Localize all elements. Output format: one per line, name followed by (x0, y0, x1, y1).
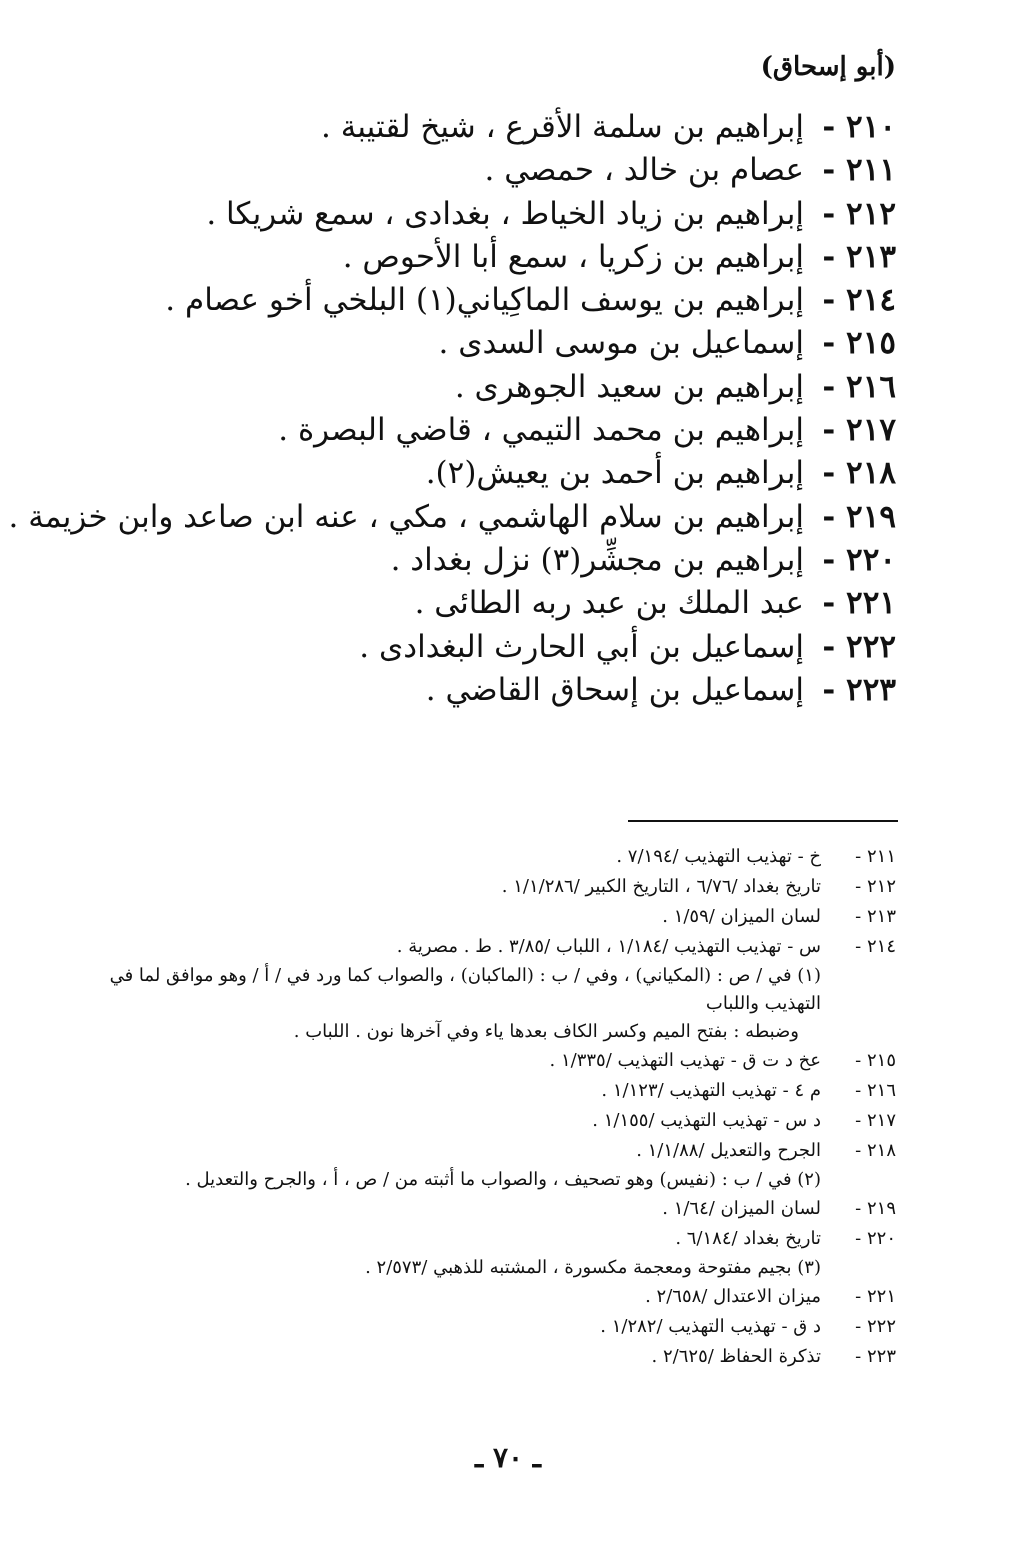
footnote-number (821, 1166, 896, 1194)
footnote-text: س - تهذيب التهذيب /١/١٨٤ ، اللباب /٣/٨٥ . ط . مصرية . (396, 936, 821, 957)
footnote-source-row (96, 1282, 896, 1312)
entry-row (8, 496, 896, 539)
footnote-source-row (96, 932, 896, 962)
entry-text: إسماعيل بن إسحاق القاضي . (425, 671, 804, 708)
entry-number: ٢١٢ - (822, 195, 896, 232)
entry-row (36, 193, 896, 236)
footnote-text: خ - تهذيب التهذيب /٧/١٩٤ . (616, 846, 821, 867)
footnote-source-row (96, 1194, 896, 1224)
entry-text: إبراهيم بن أحمد بن يعيش(٢). (425, 455, 804, 492)
entry-number: ٢٢٢ - (822, 628, 896, 665)
entry-text: إسماعيل بن موسى السدى . (438, 325, 804, 362)
footnote-source-row (96, 1342, 896, 1372)
footnote-text: عخ د ت ق - تهذيب التهذيب /١/٣٣٥ . (549, 1050, 821, 1071)
footnote-note-row (96, 1166, 896, 1194)
footnote-source-row (96, 842, 896, 872)
footnote-number: ٢١٥ - (855, 1050, 896, 1071)
footnote-text: لسان الميزان /١/٥٩ . (662, 906, 821, 927)
footnote-note-row (96, 962, 896, 1018)
entry-row (36, 149, 896, 192)
footnote-number: ٢١٨ - (855, 1140, 896, 1161)
footnote-number: ٢١٦ - (855, 1080, 896, 1101)
page-header: (أبو إسحاق) (760, 52, 896, 82)
footnote-number: ٢١٩ - (855, 1198, 896, 1219)
entry-text: إبراهيم بن سعيد الجوهرى . (454, 368, 804, 405)
entry-number: ٢١٠ - (822, 109, 896, 145)
entry-number: ٢١٣ - (822, 238, 896, 275)
entry-text: عبد الملك بن عبد ربه الطائى . (414, 585, 804, 622)
entry-number: ٢٢٠ - (822, 541, 896, 578)
entry-text: إبراهيم بن يوسف الماكِياني(١) البلخي أخو عصام . (165, 282, 804, 319)
footnote-number: ٢٢٣ - (855, 1346, 896, 1367)
footnote-source-row (96, 1312, 896, 1342)
footnote-text: لسان الميزان /١/٦٤ . (662, 1198, 821, 1219)
entry-row (36, 409, 896, 452)
footnote-text: وضبطه : بفتح الميم وكسر الكاف بعدها ياء وفي آخرها نون . اللباب . (293, 1021, 799, 1042)
entry-number: ٢١٦ - (822, 368, 896, 405)
page-number: ـ ٧٠ ـ (475, 1441, 541, 1474)
entry-number: ٢٢١ - (822, 585, 896, 622)
entry-number: ٢١٩ - (822, 498, 896, 535)
entry-row (36, 582, 896, 625)
entry-row (36, 106, 896, 149)
footnote-source-row (96, 1224, 896, 1254)
footnote-separator (628, 820, 898, 822)
footnote-number: ٢٢٠ - (855, 1228, 896, 1249)
footnote-text: د ق - تهذيب التهذيب /١/٢٨٢ . (600, 1316, 821, 1337)
footnote-text: الجرح والتعديل /١/١/٨٨ . (636, 1140, 821, 1161)
entry-row (36, 626, 896, 669)
footnote-number (821, 962, 896, 1018)
footnote-text: (١) في / ص : (المكياني) ، وفي / ب : (الماكبان) ، والصواب كما ورد في / أ / وهو موافق لما في التهذيب واللباب (109, 965, 821, 1014)
footnote-source-row (96, 872, 896, 902)
footnote-text: (٢) في / ب : (نفيس) وهو تصحيف ، والصواب ما أثبته من / ص ، أ ، والجرح والتعديل . (185, 1169, 821, 1190)
footnote-number: ٢١٧ - (855, 1110, 896, 1131)
entry-text: عصام بن خالد ، حمصي . (484, 152, 804, 189)
entry-number: ٢٢٣ - (822, 671, 896, 708)
entry-text: إبراهيم بن سلمة الأقرع ، شيخ لقتيبة . (321, 109, 804, 145)
footnote-source-row (96, 902, 896, 932)
entry-row (36, 279, 896, 322)
footnote-number (821, 1018, 896, 1046)
footnote-number (821, 1254, 896, 1282)
footnote-number: ٢١٤ - (855, 936, 896, 957)
entry-number: ٢١٤ - (822, 282, 896, 319)
footnote-note-row (96, 1018, 896, 1046)
footnote-number: ٢١٣ - (855, 906, 896, 927)
footnote-text: د س - تهذيب التهذيب /١/١٥٥ . (592, 1110, 821, 1131)
entry-text: إبراهيم بن سلام الهاشمي ، مكي ، عنه ابن صاعد وابن خزيمة . (8, 498, 804, 535)
entry-row (36, 366, 896, 409)
entry-text: إبراهيم بن زكريا ، سمع أبا الأحوص . (342, 238, 804, 275)
entry-text: إسماعيل بن أبي الحارث البغدادى . (359, 628, 804, 665)
footnote-text: تاريخ بغداد /٦/١٨٤ . (675, 1228, 821, 1249)
footnote-source-row (96, 1076, 896, 1106)
footnote-number: ٢١١ - (855, 846, 896, 867)
entry-row (36, 669, 896, 712)
entry-number: ٢١٧ - (822, 412, 896, 449)
footnote-number: ٢٢١ - (855, 1286, 896, 1307)
entry-text: إبراهيم بن محمد التيمي ، قاضي البصرة . (278, 412, 804, 449)
footnote-source-row (96, 1046, 896, 1076)
entry-number: ٢١٨ - (822, 455, 896, 492)
footnote-source-row (96, 1136, 896, 1166)
footnote-number: ٢٢٢ - (855, 1316, 896, 1337)
entry-row (36, 452, 896, 495)
footnote-note-row (96, 1254, 896, 1282)
entry-row (36, 322, 896, 365)
footnote-number: ٢١٢ - (855, 876, 896, 897)
entry-text: إبراهيم بن مجشِّر(٣) نزل بغداد . (390, 541, 804, 578)
footnote-text: (٣) بجيم مفتوحة ومعجمة مكسورة ، المشتبه للذهبي /٢/٥٧٣ . (365, 1257, 821, 1278)
footnotes-section (96, 842, 896, 1372)
entry-number: ٢١١ - (822, 152, 896, 189)
footnote-text: تاريخ بغداد /٦/٧٦ ، التاريخ الكبير /١/١/٢٨٦ . (501, 876, 821, 897)
footnote-text: تذكرة الحفاظ /٢/٦٢٥ . (651, 1346, 821, 1367)
entry-list (8, 106, 896, 712)
entry-row (36, 236, 896, 279)
entry-text: إبراهيم بن زياد الخياط ، بغدادى ، سمع شريكا . (206, 195, 804, 232)
footnote-text: ميزان الاعتدال /٢/٦٥٨ . (645, 1286, 821, 1307)
footnote-text: م ٤ - تهذيب التهذيب /١/١٢٣ . (601, 1080, 821, 1101)
entry-number: ٢١٥ - (822, 325, 896, 362)
footnote-source-row (96, 1106, 896, 1136)
entry-row (36, 539, 896, 582)
